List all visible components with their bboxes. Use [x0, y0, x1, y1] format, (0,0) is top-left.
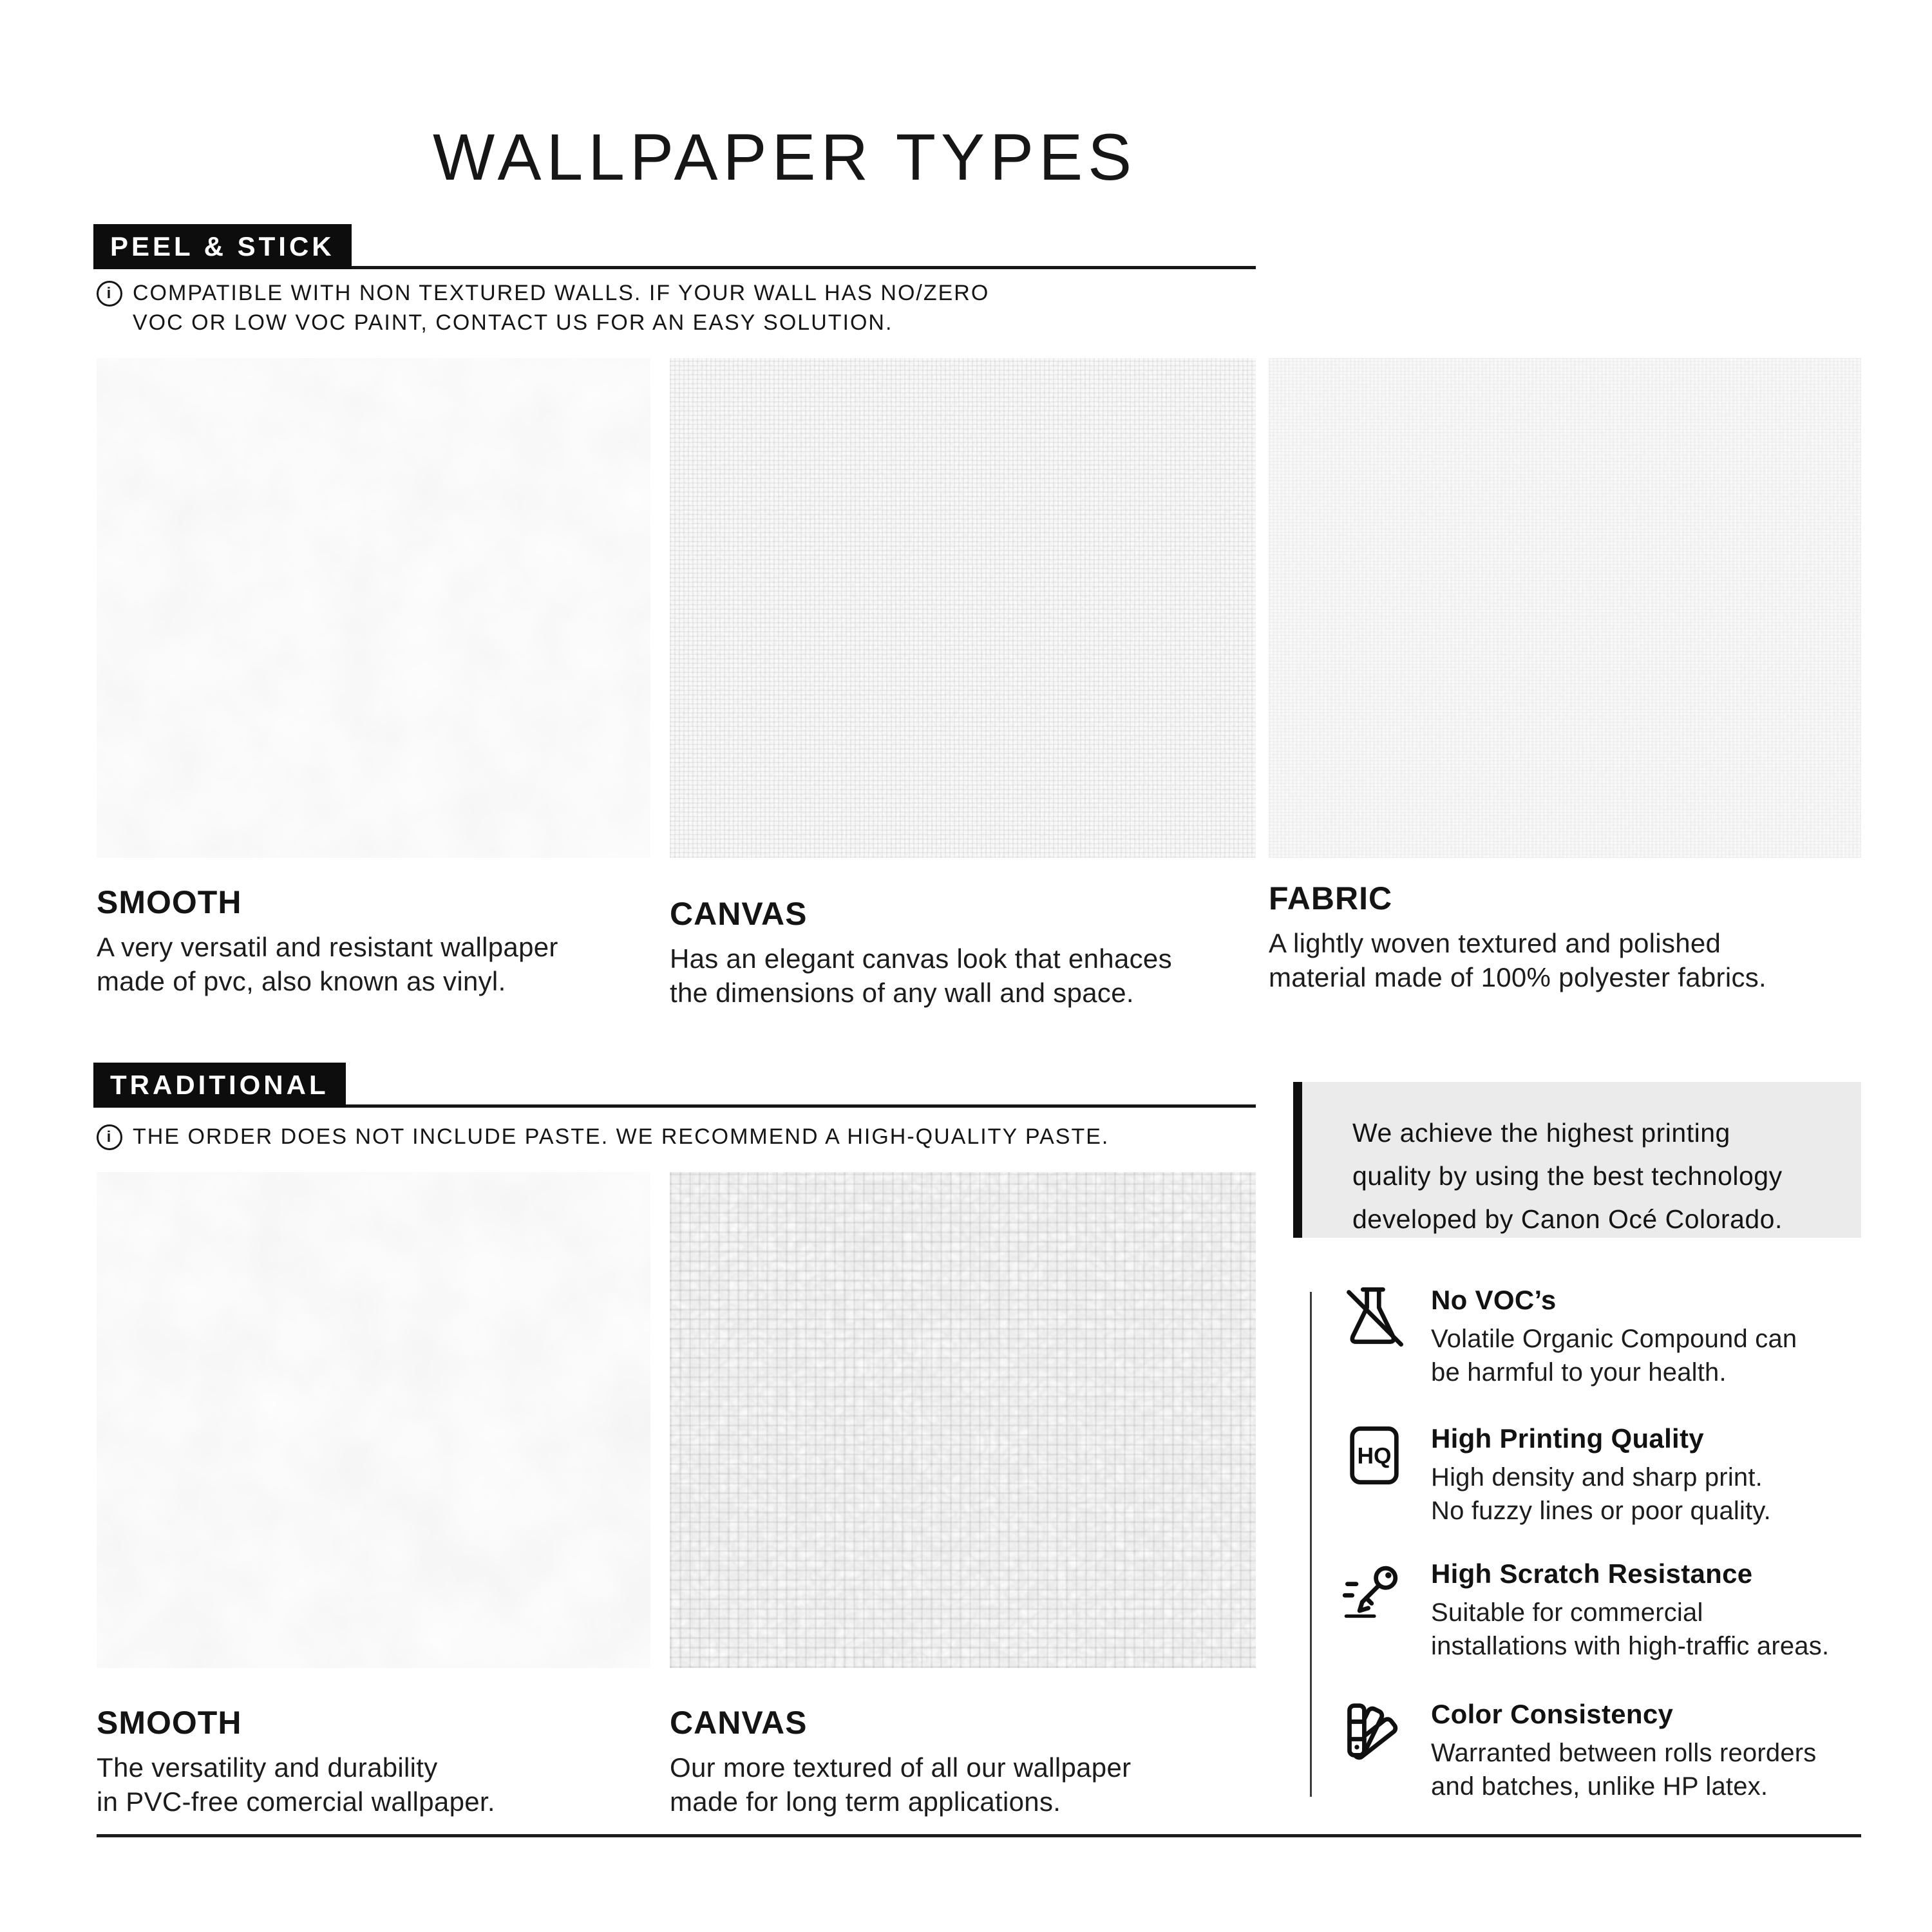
swatch-title: SMOOTH — [97, 1705, 242, 1741]
hq-badge-icon — [1341, 1422, 1408, 1528]
quality-callout-line: developed by Canon Océ Colorado. — [1352, 1204, 1783, 1234]
fabric-weave-overlay — [1269, 358, 1861, 858]
column-peel-stick-fabric — [1269, 358, 1861, 994]
feature-item-high-scratch-resistance — [1341, 1557, 1908, 1663]
swatch-image-canvas-peel-stick — [670, 358, 1256, 858]
swatch-image-smooth-peel-stick — [97, 358, 650, 858]
quality-callout-text — [1302, 1082, 1861, 1241]
swatch-description-line: Our more textured of all our wallpaper — [670, 1752, 1132, 1783]
info-icon-glyph: i — [106, 1128, 113, 1146]
feature-text — [1431, 1557, 1829, 1663]
swatch-description-line: A very versatil and resistant wallpaper — [97, 932, 558, 962]
swatch-description-line: made of pvc, also known as vinyl. — [97, 966, 506, 996]
traditional-note — [97, 1122, 1109, 1151]
swatch-description — [670, 942, 1256, 1010]
feature-title: No VOC’s — [1431, 1285, 1557, 1315]
feature-text — [1431, 1698, 1817, 1803]
feature-description-line: installations with high-traffic areas. — [1431, 1632, 1830, 1660]
swatch-title: SMOOTH — [97, 884, 242, 920]
feature-description-line: No fuzzy lines or poor quality. — [1431, 1497, 1771, 1525]
peel-stick-note-text — [133, 278, 989, 337]
section-underline-traditional — [346, 1104, 1256, 1108]
swatch-image-fabric-peel-stick — [1269, 358, 1861, 858]
column-peel-stick-smooth — [97, 358, 650, 998]
traditional-note-text — [133, 1122, 1109, 1151]
info-icon — [97, 1124, 122, 1150]
feature-title: High Printing Quality — [1431, 1423, 1704, 1454]
peel-stick-note-line-1: COMPATIBLE WITH NON TEXTURED WALLS. IF YOUR WALL HAS NO/ZERO — [133, 281, 990, 305]
swatch-description — [97, 930, 650, 998]
peel-stick-note-line-2: VOC OR LOW VOC PAINT, CONTACT US FOR AN EASY SOLUTION. — [133, 310, 893, 335]
swatch-title: CANVAS — [670, 1705, 808, 1741]
peel-stick-note — [97, 278, 989, 337]
quality-callout-bar — [1293, 1082, 1302, 1238]
feature-description — [1431, 1736, 1817, 1803]
swatch-image-canvas-traditional — [670, 1172, 1256, 1668]
swatch-description-line: in PVC-free comercial wallpaper. — [97, 1786, 495, 1817]
section-header-traditional — [93, 1063, 1256, 1108]
feature-description-line: be harmful to your health. — [1431, 1358, 1727, 1387]
section-header-peel-stick — [93, 224, 1256, 269]
section-label-peel-stick: PEEL & STICK — [93, 224, 352, 269]
swatch-description — [97, 1750, 650, 1819]
feature-item-no-vocs — [1341, 1283, 1908, 1389]
swatch-description-line: A lightly woven textured and polished — [1269, 928, 1721, 958]
swatch-image-smooth-traditional — [97, 1172, 650, 1668]
swatch-description-line: material made of 100% polyester fabrics. — [1269, 962, 1767, 992]
swatch-description-line: made for long term applications. — [670, 1786, 1061, 1817]
section-label-traditional: TRADITIONAL — [93, 1063, 346, 1108]
section-underline-peel-stick — [352, 266, 1256, 269]
swatch-title: CANVAS — [670, 896, 808, 932]
traditional-note-line-1: THE ORDER DOES NOT INCLUDE PASTE. WE RECOMMEND A HIGH-QUALITY PASTE. — [133, 1124, 1110, 1149]
feature-description-line: and batches, unlike HP latex. — [1431, 1772, 1768, 1801]
swatch-title: FABRIC — [1269, 880, 1393, 916]
feature-item-high-printing-quality — [1341, 1422, 1908, 1528]
swatch-description-line: Has an elegant canvas look that enhaces — [670, 943, 1172, 974]
feature-description — [1431, 1461, 1771, 1528]
swatch-description-line: the dimensions of any wall and space. — [670, 978, 1134, 1008]
quality-callout-line: We achieve the highest printing — [1352, 1118, 1730, 1148]
feature-title: High Scratch Resistance — [1431, 1558, 1753, 1589]
feature-description-line: Suitable for commercial — [1431, 1598, 1703, 1627]
info-icon — [97, 281, 122, 307]
bottom-divider-line — [97, 1834, 1861, 1837]
quality-callout-line: quality by using the best technology — [1352, 1161, 1783, 1191]
feature-title: Color Consistency — [1431, 1699, 1674, 1729]
scratch-key-icon — [1341, 1557, 1408, 1663]
swatch-description — [670, 1750, 1256, 1819]
page-title: WALLPAPER TYPES — [433, 120, 1137, 194]
feature-list-divider — [1310, 1292, 1312, 1797]
column-peel-stick-canvas — [670, 358, 1256, 1010]
column-traditional-smooth — [97, 1172, 650, 1819]
feature-item-color-consistency — [1341, 1698, 1908, 1803]
feature-description-line: High density and sharp print. — [1431, 1463, 1763, 1492]
swatch-description-line: The versatility and durability — [97, 1752, 438, 1783]
column-traditional-canvas — [670, 1172, 1256, 1819]
feature-text — [1431, 1283, 1797, 1389]
feature-description-line: Warranted between rolls reorders — [1431, 1739, 1817, 1767]
no-voc-flask-icon — [1341, 1283, 1408, 1389]
color-swatch-fan-icon — [1341, 1698, 1408, 1803]
feature-text — [1431, 1422, 1771, 1528]
hq-badge-text: HQ — [1357, 1443, 1392, 1469]
info-icon-glyph: i — [106, 285, 113, 302]
quality-callout-panel — [1302, 1082, 1861, 1238]
feature-description-line: Volatile Organic Compound can — [1431, 1325, 1797, 1353]
canvas-weave-overlay — [670, 358, 1256, 858]
feature-description — [1431, 1596, 1829, 1663]
swatch-description — [1269, 926, 1861, 994]
feature-description — [1431, 1322, 1797, 1389]
coarse-canvas-weave-overlay — [670, 1172, 1256, 1668]
